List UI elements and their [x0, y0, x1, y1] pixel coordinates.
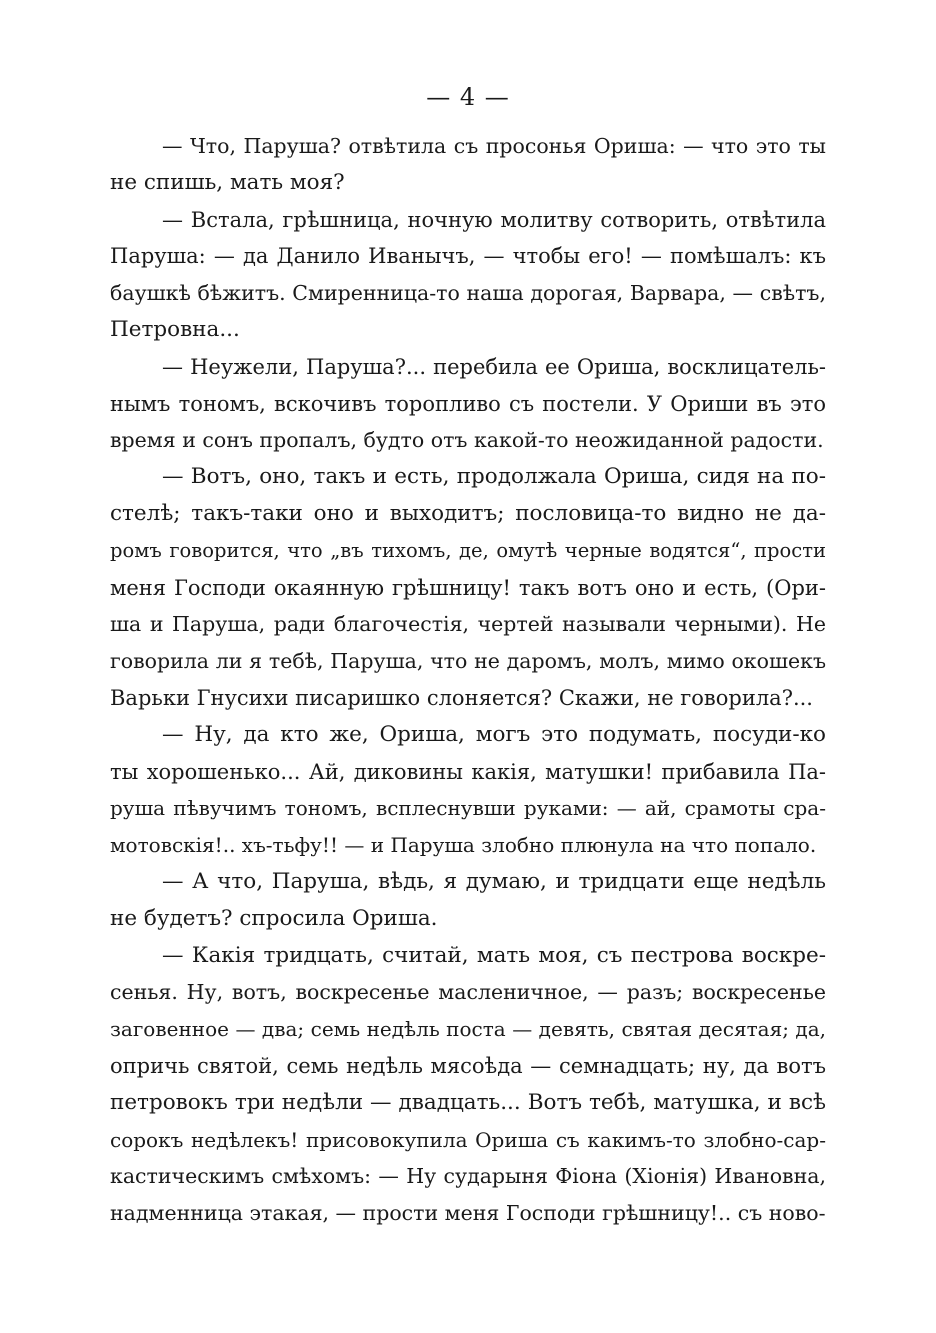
- book-page: [110, 80, 826, 1232]
- text-line: петровокъ три недѣли — двадцать... Вотъ тебѣ, матушка, и всѣ: [110, 1089, 826, 1115]
- text-line: кастическимъ смѣхомъ: — Ну сударыня Фіона (Хіонія) Ивановна,: [110, 1164, 826, 1189]
- text-line: сорокъ недѣлекъ! присовокупила Ориша съ какимъ-то злобно-сар-: [110, 1127, 826, 1152]
- text-line: говорила ли я тебѣ, Паруша, что не даромъ, молъ, мимо окошекъ: [110, 649, 826, 674]
- text-line: заговенное — два; семь недѣль поста — девять, святая десятая; да,: [110, 1017, 826, 1042]
- paragraph: [110, 349, 826, 459]
- text-line: мотовскія!.. хъ-тьфу!! — и Паруша злобно плюнула на что попало.: [110, 833, 817, 858]
- paragraph: [110, 459, 826, 717]
- text-body: [110, 128, 826, 1232]
- text-line: — Ну, да кто же, Ориша, могъ это подумать, посуди-ко: [162, 721, 826, 747]
- paragraph: [110, 202, 826, 349]
- text-line: ша и Паруша, ради благочестія, чертей называли черными). Не: [110, 612, 826, 637]
- text-line: нымъ тономъ, вскочивъ торопливо съ постели. У Ориши въ это: [110, 391, 826, 416]
- text-line: время и сонъ пропалъ, будто отъ какой-то неожиданной радости.: [110, 428, 824, 453]
- text-line: Варьки Гнусихи писаришко слоняется? Скажи, не говорила?...: [110, 685, 813, 710]
- text-line: не спишь, мать моя?: [110, 169, 345, 195]
- text-line: — А что, Паруша, вѣдь, я думаю, и тридцати еще недѣль: [162, 868, 826, 894]
- text-line: Петровна...: [110, 316, 240, 342]
- text-line: ты хорошенько... Ай, диковины какія, матушки! прибавила Па-: [110, 759, 826, 784]
- text-line: Паруша: — да Данило Иванычъ, — чтобы его! — помѣшалъ: къ: [110, 244, 826, 269]
- text-line: опричь святой, семь недѣль мясоѣда — семнадцать; ну, да вотъ: [110, 1053, 826, 1078]
- text-line: руша пѣвучимъ тономъ, всплеснувши руками: — ай, срамоты сра-: [110, 796, 826, 821]
- paragraph: [110, 128, 826, 202]
- text-line: — Какія тридцать, считай, мать моя, съ пестрова воскре-: [162, 942, 826, 968]
- text-line: — Встала, грѣшница, ночную молитву сотворить, отвѣтила: [162, 207, 826, 232]
- page-number: — 4 —: [426, 83, 510, 111]
- text-line: — Вотъ, оно, такъ и есть, продолжала Ориша, сидя на по-: [162, 464, 826, 490]
- text-line: ромъ говорится, что „въ тихомъ, де, омутѣ черные водятся“, прости: [110, 538, 826, 562]
- paragraph: [110, 864, 826, 938]
- text-line: — Что, Паруша? отвѣтила съ просонья Ориша: — что это ты: [162, 134, 826, 158]
- paragraph: [110, 717, 826, 864]
- text-line: не будетъ? спросила Ориша.: [110, 905, 438, 931]
- text-line: баушкѣ бѣжитъ. Смиренница-то наша дорогая, Варвара, — свѣтъ,: [110, 281, 826, 306]
- text-line: надменница этакая, — прости меня Господи грѣшницу!.. съ ново-: [110, 1201, 826, 1226]
- text-line: сенья. Ну, вотъ, воскресенье масленичное, — разъ; воскресенье: [110, 980, 826, 1005]
- text-line: — Неужели, Паруша?... перебила ее Ориша, восклицатель-: [162, 354, 826, 379]
- text-line: меня Господи окаянную грѣшницу! такъ вотъ оно и есть, (Ори-: [110, 575, 826, 600]
- paragraph: [110, 938, 826, 1232]
- text-line: стелѣ; такъ-таки оно и выходитъ; пословица-то видно не да-: [110, 500, 826, 526]
